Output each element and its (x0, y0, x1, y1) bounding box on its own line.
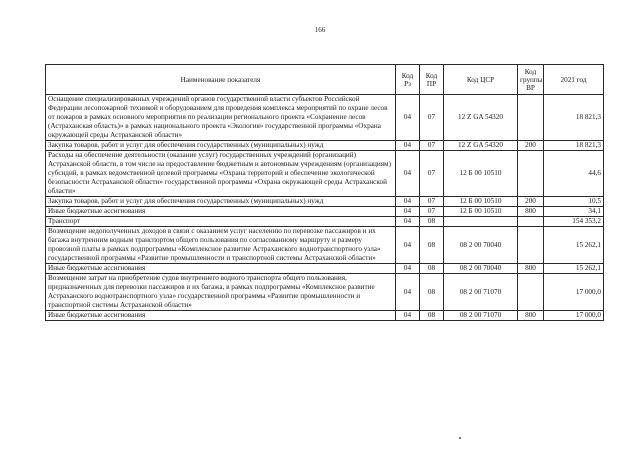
row-vr (518, 95, 544, 141)
row-csr: 12 Б 00 10510 (444, 207, 518, 217)
row-vr: 200 (518, 141, 544, 151)
row-amount: 17 000,0 (544, 311, 604, 321)
row-rz: 04 (396, 141, 420, 151)
row-rz: 04 (396, 95, 420, 141)
table-row (46, 311, 604, 321)
row-amount: 154 353,2 (544, 217, 604, 227)
row-vr: 800 (518, 264, 544, 274)
row-csr: 12 Б 00 10510 (444, 197, 518, 207)
row-amount: 34,1 (544, 207, 604, 217)
row-pr: 08 (420, 274, 444, 311)
header-csr: Код ЦСР (444, 65, 518, 95)
scan-speck (459, 437, 461, 439)
row-amount: 15 262,1 (544, 264, 604, 274)
row-vr (518, 151, 544, 197)
row-vr (518, 227, 544, 264)
row-amount: 15 262,1 (544, 227, 604, 264)
row-amount: 10,5 (544, 197, 604, 207)
row-name: Иные бюджетные ассигнования (46, 207, 396, 217)
row-pr: 07 (420, 95, 444, 141)
row-rz: 04 (396, 217, 420, 227)
row-csr: 08 2 00 71070 (444, 311, 518, 321)
row-name: Закупка товаров, работ и услуг для обеспечения государственных (муниципальных) нужд (46, 197, 396, 207)
table-row (46, 95, 604, 141)
table-row (46, 227, 604, 264)
row-vr: 800 (518, 311, 544, 321)
table-body (46, 95, 604, 321)
row-pr: 07 (420, 207, 444, 217)
row-name: Иные бюджетные ассигнования (46, 311, 396, 321)
row-csr: 12 Z GA 54320 (444, 95, 518, 141)
row-csr (444, 217, 518, 227)
row-csr: 12 Б 00 10510 (444, 151, 518, 197)
row-pr: 08 (420, 227, 444, 264)
table-row (46, 207, 604, 217)
row-amount: 44,6 (544, 151, 604, 197)
row-name: Транспорт (46, 217, 396, 227)
row-vr: 200 (518, 197, 544, 207)
row-name: Возмещение затрат на приобретение судов внутреннего водного транспорта общего пользования, предназначенных для перевозки пассажиров и их багажа, в рамках подпрограммы «Комплексное развитие Астраханского воднотранспортного узла» государственной программы «Развитие промышленности и транспортной системы Астраханской области» (46, 274, 396, 311)
table-row (46, 141, 604, 151)
row-pr: 08 (420, 217, 444, 227)
row-name: Расходы на обеспечение деятельности (оказание услуг) государственных учреждений (организаций) Астраханской области, в том числе на предоставление бюджетным и автономным учреждениям (организациям) субсидий, в рамках ведомственной целевой программы «Охрана территорий и обеспечение экологической безопасности Астраханской области» государственной программы «Охрана окружающей среды Астраханской области» (46, 151, 396, 197)
table-header (46, 65, 604, 95)
row-rz: 04 (396, 264, 420, 274)
header-vr: Код группы ВР (518, 65, 544, 95)
page-number: 166 (314, 26, 326, 34)
row-name: Возмещение недополученных доходов в связи с оказанием услуг населению по перевозке пассажиров и их багажа внутренним водным транспортом общего пользования по согласованному маршруту и размеру провозной платы в рамках подпрограммы «Комплексное развитие Астраханского воднотранспортного узла» государственной программы «Развитие промышленности и транспортной системы Астраханской области» (46, 227, 396, 264)
row-rz: 04 (396, 197, 420, 207)
row-csr: 12 Z GA 54320 (444, 141, 518, 151)
row-name: Иные бюджетные ассигнования (46, 264, 396, 274)
header-rz: Код Рз (396, 65, 420, 95)
header-name: Наименование показателя (46, 65, 396, 95)
row-amount: 18 821,3 (544, 95, 604, 141)
row-rz: 04 (396, 207, 420, 217)
row-csr: 08 2 00 70040 (444, 264, 518, 274)
header-pr: Код ПР (420, 65, 444, 95)
table-row (46, 151, 604, 197)
row-rz: 04 (396, 151, 420, 197)
row-vr (518, 274, 544, 311)
row-name: Оснащение специализированных учреждений органов государственной власти субъектов Российской Федерации лесопожарной техникой и оборудованием для проведения комплекса мероприятий по охране лесов от пожаров в рамках основного мероприятия по реализации регионального проекта «Сохранение лесов (Астраханская область)» в рамках национального проекта «Экология» государственной программы «Охрана окружающей среды Астраханской области» (46, 95, 396, 141)
row-vr: 800 (518, 207, 544, 217)
row-rz: 04 (396, 311, 420, 321)
row-pr: 07 (420, 197, 444, 207)
budget-table (45, 64, 604, 321)
row-pr: 08 (420, 264, 444, 274)
table-row (46, 264, 604, 274)
table-row (46, 217, 604, 227)
table-row (46, 197, 604, 207)
row-pr: 07 (420, 151, 444, 197)
row-amount: 17 000,0 (544, 274, 604, 311)
row-pr: 07 (420, 141, 444, 151)
row-rz: 04 (396, 227, 420, 264)
row-csr: 08 2 00 70040 (444, 227, 518, 264)
row-vr (518, 217, 544, 227)
header-year: 2021 год (544, 65, 604, 95)
row-csr: 08 2 00 71070 (444, 274, 518, 311)
row-rz: 04 (396, 274, 420, 311)
table-row (46, 274, 604, 311)
row-amount: 18 821,3 (544, 141, 604, 151)
row-name: Закупка товаров, работ и услуг для обеспечения государственных (муниципальных) нужд (46, 141, 396, 151)
row-pr: 08 (420, 311, 444, 321)
